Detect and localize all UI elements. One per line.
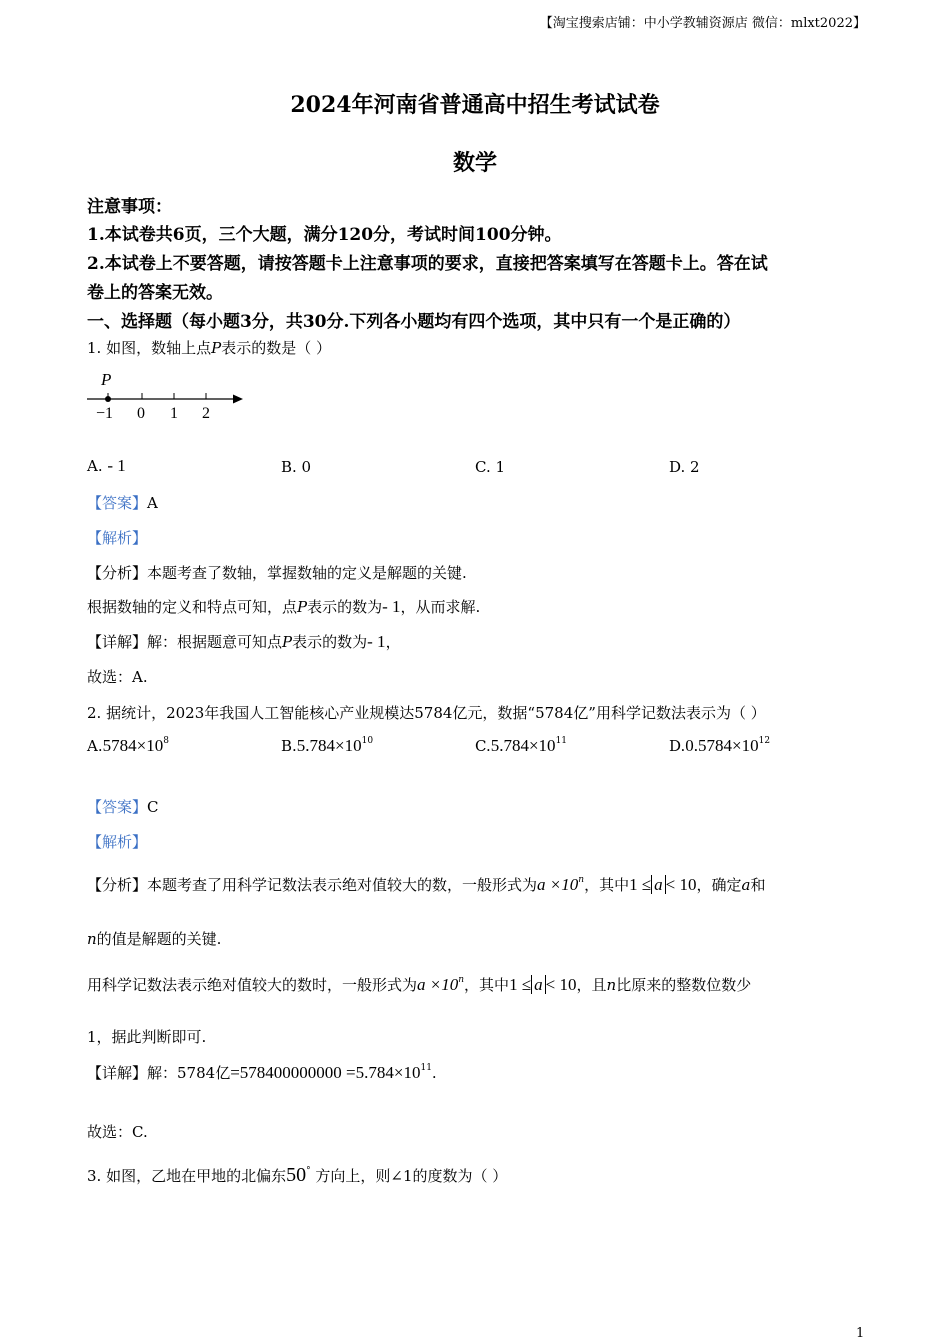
q2-option-a: $A.5784\times 10^8$ — [87, 736, 169, 755]
q1-answer: 【答案】A — [87, 494, 158, 512]
point-p-label: P — [101, 370, 112, 389]
q2-detail: 【详解】解：5784亿$=578400000000 =5.784\times 10^{11}$. — [87, 1063, 437, 1082]
q2-option-c: $C.5.784\times 10^{11}$ — [475, 736, 568, 755]
q2-answer: 【答案】C — [87, 798, 159, 816]
q2-option-d: $D.0.5784\times 10^{12}$ — [669, 736, 771, 755]
number-line-arrow — [233, 395, 243, 404]
notice-heading: 注意事项： — [87, 197, 172, 217]
q2-method-line-2: 1，据此判断即可. — [87, 1028, 207, 1046]
header-note: 【淘宝搜索店铺：中小学教辅资源店 微信：mlxt2022】 — [539, 16, 866, 31]
page-number: 1 — [856, 1326, 865, 1341]
tick-label-1: 1 — [170, 405, 178, 422]
number-line-figure — [85, 365, 250, 425]
exam-subject: 数学 — [452, 150, 497, 176]
q1-analysis-tag: 【解析】 — [87, 529, 148, 547]
notice-item-2-line-2: 卷上的答案无效。 — [87, 283, 223, 303]
tick-label-2: 2 — [202, 405, 210, 422]
q3-stem: 3. 如图，乙地在甲地的北偏东50° 方向上，则∠1的度数为（ ） — [87, 1164, 508, 1186]
q2-fenxi-line-1: 【分析】本题考查了用科学记数法表示绝对值较大的数，一般形式为$a \times 10^n$，其中1 ≤ a < 10，确定a和 — [87, 875, 766, 894]
q1-fenxi: 【分析】本题考查了数轴，掌握数轴的定义是解题的关键. — [87, 564, 467, 582]
exam-title: 2024年河南省普通高中招生考试试卷 — [290, 92, 660, 118]
notice-item-1: 1.本试卷共6页，三个大题，满分120分，考试时间100分钟。 — [87, 225, 562, 245]
q2-fenxi-line-2: n的值是解题的关键. — [87, 930, 222, 948]
q2-option-b: $B.5.784\times 10^{10}$ — [281, 736, 374, 755]
tick-label-minus-1: −1 — [96, 405, 114, 422]
q1-reasoning: 根据数轴的定义和特点可知，点P表示的数为- 1，从而求解. — [87, 597, 481, 616]
section-1-heading: 一、选择题（每小题3分，共30分.下列各小题均有四个选项，其中只有一个是正确的） — [87, 312, 741, 332]
q2-stem: 2. 据统计，2023年我国人工智能核心产业规模达5784亿元，数据“5784亿”用科学记数法表示为（ ） — [87, 704, 766, 722]
q1-option-c: C. 1 — [475, 458, 506, 476]
q1-choose: 故选：A. — [87, 668, 148, 686]
q1-detail: 【详解】解：根据题意可知点P表示的数为- 1， — [87, 632, 401, 651]
point-p-dot — [105, 396, 111, 402]
q1-option-a: A. - 1 — [87, 456, 126, 475]
q2-method-line-1: 用科学记数法表示绝对值较大的数时，一般形式为$a \times 10^n$，其中1 ≤ a < 10，且n比原来的整数位数少 — [87, 975, 752, 994]
q1-stem: 1. 如图，数轴上点P表示的数是（ ） — [87, 339, 331, 357]
q1-option-b: B. 0 — [281, 458, 312, 476]
notice-item-2-line-1: 2.本试卷上不要答题，请按答题卡上注意事项的要求，直接把答案填写在答题卡上。答在试 — [87, 254, 768, 274]
q2-choose: 故选：C. — [87, 1123, 148, 1141]
q1-option-d: D. 2 — [669, 458, 700, 476]
q2-analysis-tag: 【解析】 — [87, 833, 148, 851]
tick-label-0: 0 — [137, 405, 145, 422]
